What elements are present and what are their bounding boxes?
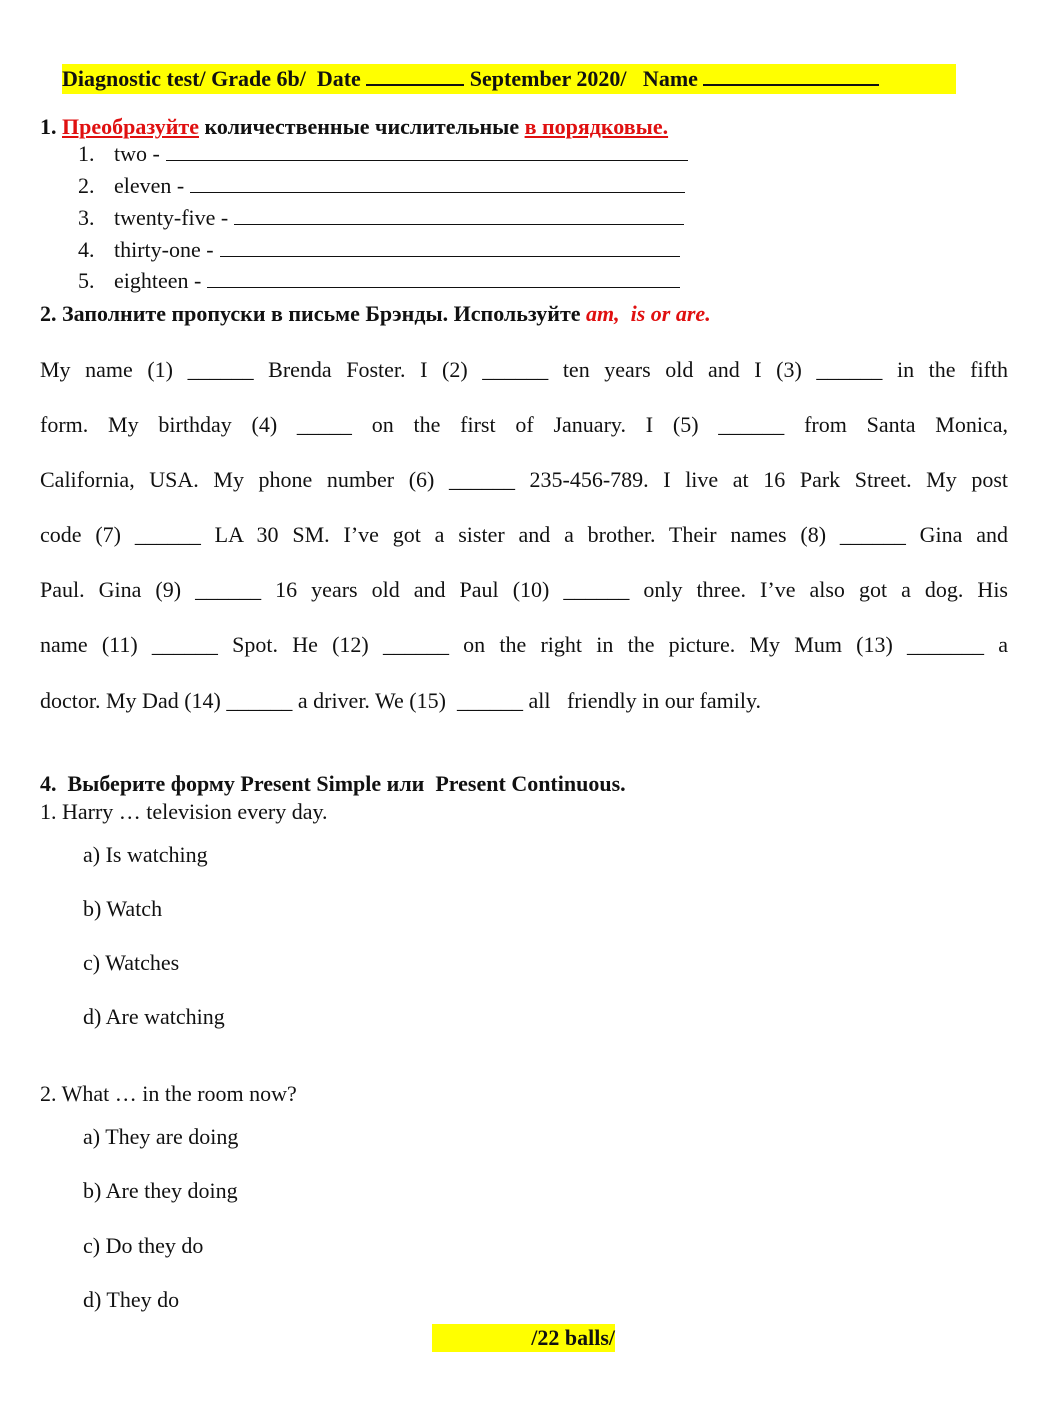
task1-middle: количественные числительные <box>198 114 525 139</box>
option[interactable]: d) They do <box>83 1287 180 1312</box>
answer-blank[interactable] <box>207 267 680 288</box>
item-text: eighteen - <box>114 268 202 293</box>
paragraph-line: My name (1) ______ Brenda Foster. I (2) ______ ten years old and I (3) ______ in the fifth <box>40 357 1008 382</box>
paragraph-line: Paul. Gina (9) ______ 16 years old and Paul (10) ______ only three. I’ve also got a dog. His <box>40 577 1008 602</box>
answer-blank[interactable] <box>190 172 685 193</box>
item-text: eleven - <box>114 173 185 198</box>
task1-end: в порядковые. <box>524 114 669 139</box>
header-bar <box>62 64 956 94</box>
option[interactable]: d) Are watching <box>83 1004 225 1029</box>
paragraph-line: code (7) ______ LA 30 SM. I’ve got a sister and a brother. Their names (8) ______ Gina and <box>40 522 1008 547</box>
score-label: /22 balls/ <box>432 1324 615 1352</box>
header-month: September 2020/ Name <box>464 66 704 91</box>
option[interactable]: c) Do they do <box>83 1233 204 1258</box>
task1-verb: Преобразуйте <box>62 114 199 139</box>
list-item <box>78 140 688 170</box>
item-number: 2. <box>78 173 95 198</box>
option[interactable]: a) Is watching <box>83 842 208 867</box>
item-text: twenty-five - <box>114 205 229 230</box>
list-item <box>78 236 680 266</box>
paragraph-line: doctor. My Dad (14) ______ a driver. We (15) ______ all friendly in our family. <box>40 688 762 713</box>
answer-blank[interactable] <box>166 140 688 161</box>
question-2: 2. What … in the room now? <box>40 1081 297 1106</box>
task4-heading: 4. Выберите форму Present Simple или Present Continuous. <box>40 771 626 796</box>
task2-heading <box>40 301 711 327</box>
option[interactable]: a) They are doing <box>83 1124 239 1149</box>
name-blank[interactable] <box>703 64 879 86</box>
list-item <box>78 267 680 297</box>
paragraph-line: form. My birthday (4) _____ on the first of January. I (5) ______ from Santa Monica, <box>40 412 1008 437</box>
task2-heading-text: 2. Заполните пропуски в письме Брэнды. Используйте <box>40 301 587 326</box>
task1-number: 1. <box>40 114 62 139</box>
item-number: 5. <box>78 268 95 293</box>
paragraph-line: name (11) ______ Spot. He (12) ______ on the right in the picture. My Mum (13) _______ a <box>40 632 1008 657</box>
option[interactable]: c) Watches <box>83 950 180 975</box>
option[interactable]: b) Watch <box>83 896 163 921</box>
item-text: thirty-one - <box>114 237 214 262</box>
header-title: Diagnostic test/ Grade 6b/ Date <box>62 66 367 91</box>
item-number: 4. <box>78 237 95 262</box>
answer-blank[interactable] <box>234 204 684 225</box>
item-number: 3. <box>78 205 95 230</box>
answer-blank[interactable] <box>220 236 680 257</box>
item-number: 1. <box>78 141 95 166</box>
item-text: two - <box>114 141 160 166</box>
task2-options: am, is or are. <box>586 301 711 326</box>
option[interactable]: b) Are they doing <box>83 1178 238 1203</box>
date-blank[interactable] <box>366 64 464 86</box>
list-item <box>78 204 684 234</box>
task1-heading <box>40 114 668 140</box>
paragraph-line: California, USA. My phone number (6) ______ 235-456-789. I live at 16 Park Street. My post <box>40 467 1008 492</box>
question-1: 1. Harry … television every day. <box>40 799 328 824</box>
list-item <box>78 172 685 202</box>
